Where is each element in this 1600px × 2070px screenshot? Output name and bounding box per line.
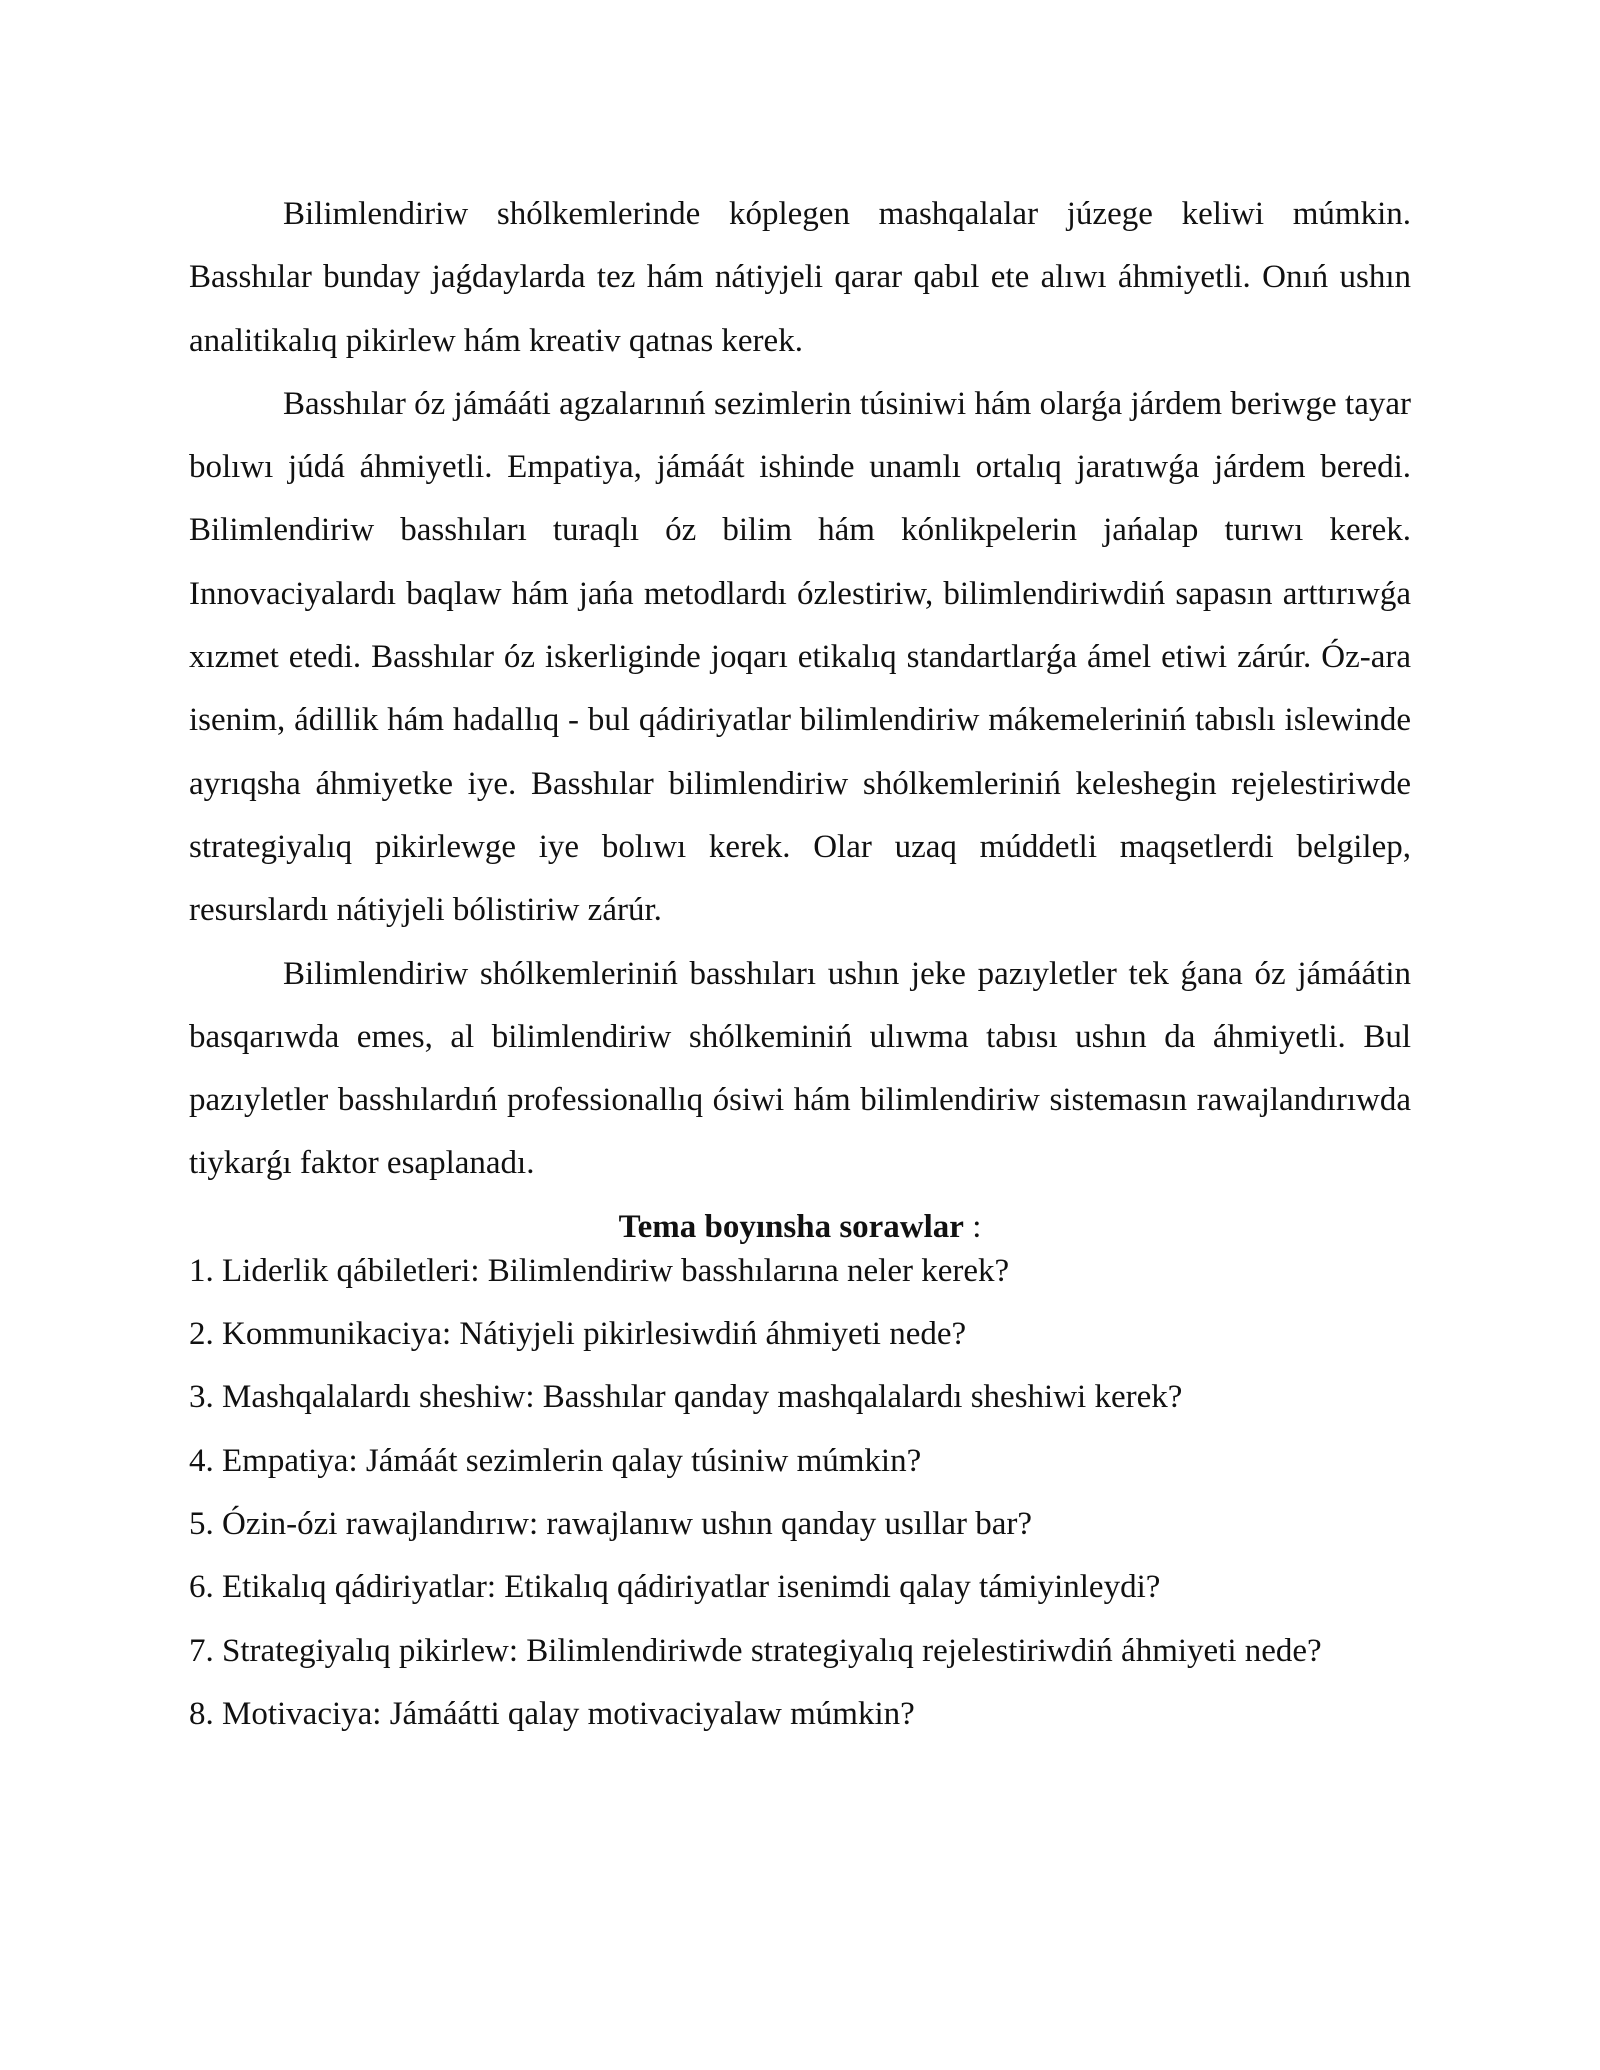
question-item: 1. Liderlik qábiletleri: Bilimlendiriw basshılarına neler kerek? [189,1252,1010,1289]
question-item: 7. Strategiyalıq pikirlew: Bilimlendiriwde strategiyalıq rejelestiriwdiń áhmiyeti nede? [189,1632,1322,1669]
questions-heading [189,1196,1411,1245]
question-item: 5. Ózin-ózi rawajlandırıw: rawajlanıw ushın qanday usıllar bar? [189,1505,1033,1542]
paragraph-problem-solving: Bilimlendiriw shólkemlerinde kóplegen mashqalalar júzege keliwi múmkin. Basshılar bunday jaǵdaylarda tez hám nátiyjeli qarar qabıl ete alıwı áhmiyetli. Onıń ushın analitikalıq pikirlew hám kreativ qatnas kerek. [189,196,1411,359]
question-item: 4. Empatiya: Jámáát sezimlerin qalay túsiniw múmkin? [189,1442,922,1479]
questions-heading-suffix: : [963,1208,982,1245]
questions-list [189,1240,1411,1746]
document-body [189,183,1411,1746]
questions-heading-title: Tema boyınsha sorawlar [618,1208,964,1245]
question-item: 6. Etikalıq qádiriyatlar: Etikalıq qádiriyatlar isenimdi qalay támiyinleydi? [189,1569,1161,1606]
question-item: 2. Kommunikaciya: Nátiyjeli pikirlesiwdiń áhmiyeti nede? [189,1316,967,1353]
question-item: 3. Mashqalalardı sheshiw: Basshılar qanday mashqalalardı sheshiwi kerek? [189,1379,1183,1416]
question-item: 8. Motivaciya: Jámáátti qalay motivaciyalaw múmkin? [189,1695,915,1732]
paragraph-empathy-ethics: Basshılar óz jámááti agzalarınıń sezimlerin túsiniwi hám olarǵa járdem beriwge tayar bolıwı júdá áhmiyetli. Empatiya, jámáát ishinde unamlı ortalıq jaratıwǵa járdem beredi. Bilimlendiriw basshıları turaqlı óz bilim hám kónlikpelerin jańalap turıwı kerek. Innovaciyalardı baqlaw hám jańa metodlardı ózlestiriw, bilimlendiriwdiń sapasın arttırıwǵa xızmet etedi. Basshılar óz iskerliginde joqarı etikalıq standartlarǵa ámel etiwi zárúr. Óz-ara isenim, ádillik hám hadallıq - bul qádiriyatlar bilimlendiriw mákemeleriniń tabıslı islewinde ayrıqsha áhmiyetke iye. Basshılar bilimlendiriw shólkemleriniń keleshegin rejelestiriwde strategiyalıq pikirlewge iye bolıwı kerek. Olar uzaq múddetli maqsetlerdi belgilep, resurslardı nátiyjeli bólistiriw zárúr. [189,385,1411,929]
paragraph-personal-qualities: Bilimlendiriw shólkemleriniń basshıları ushın jeke pazıyletler tek ǵana óz jámáátin basqarıwda emes, al bilimlendiriw shólkeminiń ulıwma tabısı ushın da áhmiyetli. Bul pazıyletler basshılardıń professionallıq ósiwi hám bilimlendiriw sistemasın rawajlandırıwda tiykarǵı faktor esaplanadı. [189,955,1411,1182]
